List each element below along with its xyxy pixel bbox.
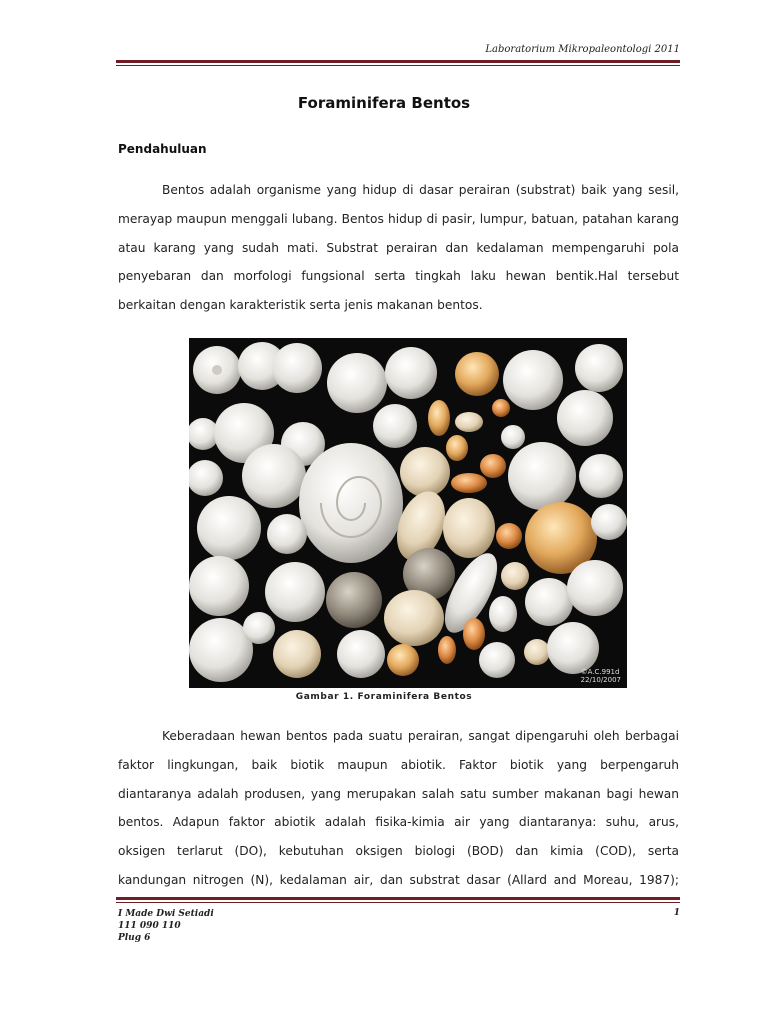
- round-shell: [525, 578, 573, 626]
- bead-shell: [438, 636, 456, 664]
- paragraph-line: berkaitan dengan karakteristik serta jenis makanan bentos.: [118, 298, 483, 313]
- star-shell: [243, 612, 275, 644]
- round-shell: [579, 454, 623, 498]
- star-shell: [267, 514, 307, 554]
- page-number: 1: [673, 908, 680, 918]
- paragraph-line: diantaranya adalah produsen, yang merupakan salah satu sumber makanan bagi hewan: [118, 786, 679, 801]
- bead-shell: [496, 523, 522, 549]
- round-shell: [557, 390, 613, 446]
- star-shell: [242, 444, 306, 508]
- round-shell: [567, 560, 623, 616]
- cowry-shell: [501, 562, 529, 590]
- paragraph-line: kandungan nitrogen (N), kedalaman air, dan substrat dasar (Allard and Moreau, 1987);: [118, 872, 679, 887]
- cowry-shell: [443, 498, 495, 558]
- round-shell: [547, 622, 599, 674]
- figure-caption: Gambar 1. Foraminifera Bentos: [295, 692, 473, 702]
- star-shell: [189, 460, 223, 496]
- footer-student-id: 111 090 110: [118, 921, 181, 931]
- document-title: Foraminifera Bentos: [297, 94, 471, 112]
- running-header: Laboratorium Mikropaleontologi 2011: [485, 44, 680, 55]
- grey-shell: [326, 572, 382, 628]
- cowry-shell: [455, 412, 483, 432]
- star-shell: [373, 404, 417, 448]
- section-heading: Pendahuluan: [118, 142, 207, 156]
- bead-shell: [492, 399, 510, 417]
- nautilus-shell: [299, 443, 403, 563]
- foraminifera-photo: [189, 338, 627, 688]
- paragraph-factors: [118, 722, 679, 895]
- paragraph-line: atau karang yang sudah mati. Substrat perairan dan kedalaman mempengaruhi pola: [118, 240, 679, 255]
- paragraph-intro: [118, 176, 679, 320]
- header-rule: [116, 60, 680, 66]
- bead-shell: [501, 425, 525, 449]
- star-shell: [193, 346, 241, 394]
- paragraph-line: merayap maupun menggali lubang. Bentos hidup di pasir, lumpur, batuan, patahan karang: [118, 211, 679, 226]
- star-shell: [273, 630, 321, 678]
- paragraph-line: oksigen terlarut (DO), kebutuhan oksigen biologi (BOD) dan kimia (COD), serta: [118, 844, 679, 859]
- cowry-shell: [451, 473, 487, 493]
- paragraph-line: faktor lingkungan, baik biotik maupun abiotik. Faktor biotik yang berpengaruh: [118, 757, 679, 772]
- paragraph-line: bentos. Adapun faktor abiotik adalah fisika-kimia air yang diantaranya: suhu, arus,: [118, 815, 679, 830]
- footer-author-block: [118, 908, 214, 944]
- cowry-shell: [463, 618, 485, 650]
- footer-author: I Made Dwi Setiadi: [118, 909, 214, 919]
- bead-shell: [524, 639, 550, 665]
- star-shell: [272, 343, 322, 393]
- star-shell: [197, 496, 261, 560]
- footer-rule: [116, 897, 680, 903]
- round-shell: [508, 442, 576, 510]
- round-shell: [455, 352, 499, 396]
- rough-shell: [384, 590, 444, 646]
- star-shell: [385, 347, 437, 399]
- star-shell: [337, 630, 385, 678]
- round-shell: [479, 642, 515, 678]
- cowry-shell: [480, 454, 506, 478]
- paragraph-line: penyebaran dan morfologi fungsional serta tingkah laku hewan bentik.Hal tersebut: [118, 269, 679, 284]
- footer-group: Plug 6: [118, 933, 151, 943]
- star-shell: [327, 353, 387, 413]
- star-shell: [265, 562, 325, 622]
- round-shell: [503, 350, 563, 410]
- paragraph-line: Bentos adalah organisme yang hidup di dasar perairan (substrat) baik yang sesil,: [162, 183, 679, 197]
- shells-illustration: [189, 338, 627, 688]
- watermark-line: ©A.C.991d: [580, 668, 620, 676]
- paragraph-line: Keberadaan hewan bentos pada suatu perairan, sangat dipengaruhi oleh berbagai: [162, 729, 679, 743]
- star-shell: [400, 447, 450, 497]
- star-shell: [189, 556, 249, 616]
- round-shell: [591, 504, 627, 540]
- watermark-line: 22/10/2007: [580, 676, 621, 684]
- cowry-shell: [446, 435, 468, 461]
- round-shell: [575, 344, 623, 392]
- cowry-shell: [428, 400, 450, 436]
- bead-shell: [387, 644, 419, 676]
- cowry-shell: [489, 596, 517, 632]
- photo-watermark: [581, 668, 621, 684]
